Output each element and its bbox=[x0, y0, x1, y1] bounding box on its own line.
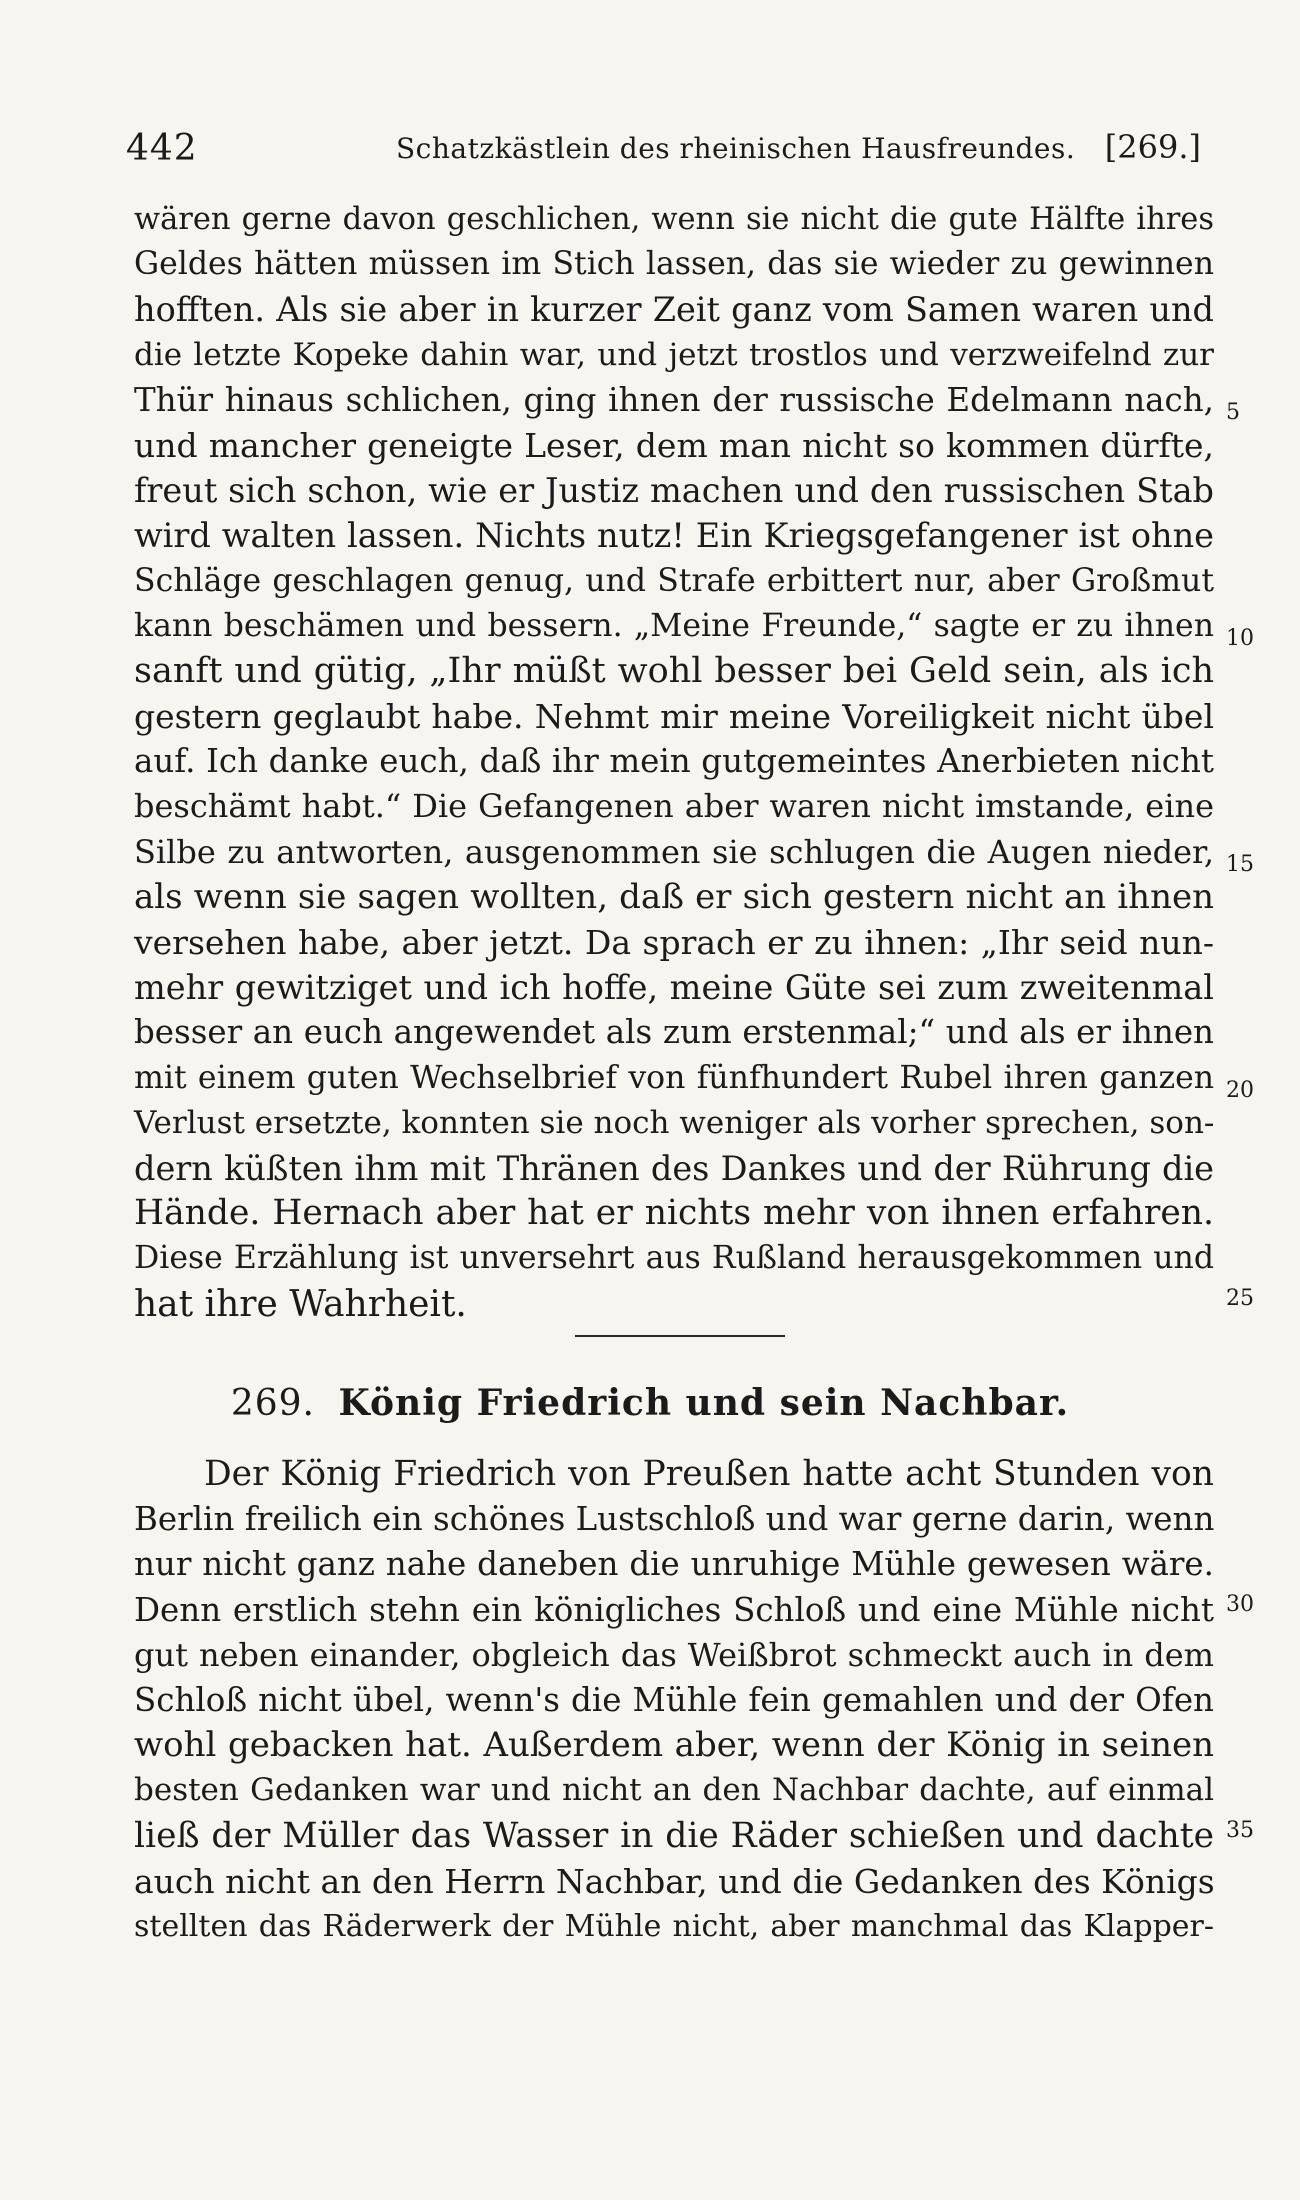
page-number: 442 bbox=[126, 128, 198, 169]
text-line: wird walten lassen. Nichts nutz! Ein Kriegsgefangener ist ohne bbox=[134, 516, 1214, 556]
text-line: die letzte Kopeke dahin war, und jetzt trostlos und verzweifelnd zur bbox=[134, 336, 1214, 373]
line-number: 20 bbox=[1226, 1078, 1254, 1103]
paragraph-continuation bbox=[134, 197, 1214, 1327]
text-line: freut sich schon, wie er Justiz machen und den russischen Stab bbox=[134, 471, 1214, 511]
text-line: Thür hinaus schlichen, ging ihnen der russische Edelmann nach, bbox=[134, 380, 1214, 419]
paragraph-story bbox=[134, 1452, 1214, 1949]
running-title: Schatzkästlein des rheinischen Hausfreundes. bbox=[396, 132, 1076, 165]
text-line: besten Gedanken war und nicht an den Nachbar dachte, auf einmal bbox=[134, 1772, 1214, 1809]
line-number: 30 bbox=[1226, 1592, 1254, 1617]
text-line: wohl gebacken hat. Außerdem aber, wenn der König in seinen bbox=[134, 1725, 1214, 1766]
text-line: dern küßten ihm mit Thränen des Dankes und der Rührung die bbox=[134, 1148, 1214, 1188]
text-line: Schläge geschlagen genug, und Strafe erbittert nur, aber Großmut bbox=[134, 562, 1214, 599]
text-line: kann beschämen und bessern. „Meine Freunde,“ sagte er zu ihnen bbox=[134, 607, 1214, 644]
text-line: auf. Ich danke euch, daß ihr mein gutgemeintes Anerbieten nicht bbox=[134, 742, 1214, 781]
line-number: 15 bbox=[1226, 852, 1254, 877]
section-number: 269. bbox=[230, 1383, 315, 1424]
text-line: beschämt habt.“ Die Gefangenen aber waren nicht imstande, eine bbox=[134, 787, 1214, 826]
text-line: Verlust ersetzte, konnten sie noch weniger als vorher sprechen, son- bbox=[134, 1104, 1215, 1141]
text-line: mit einem guten Wechselbrief von fünfhundert Rubel ihren ganzen bbox=[134, 1059, 1214, 1096]
text-line: stellten das Räderwerk der Mühle nicht, aber manchmal das Klapper- bbox=[134, 1908, 1214, 1944]
line-number: 5 bbox=[1226, 400, 1240, 425]
text-line: Geldes hätten müssen im Stich lassen, das sie wieder zu gewinnen bbox=[134, 246, 1214, 283]
text-line: Denn erstlich stehn ein königliches Schloß und eine Mühle nicht bbox=[134, 1590, 1214, 1629]
running-head bbox=[126, 128, 1201, 178]
section-title: König Friedrich und sein Nachbar. bbox=[338, 1382, 1070, 1424]
text-line: ließ der Müller das Wasser in die Räder schießen und dachte bbox=[134, 1815, 1214, 1856]
line-number: 25 bbox=[1226, 1286, 1254, 1311]
text-line: Diese Erzählung ist unversehrt aus Rußland herausgekommen und bbox=[134, 1240, 1214, 1277]
section-heading bbox=[0, 1382, 1300, 1424]
text-line: als wenn sie sagen wollten, daß er sich gestern nicht an ihnen bbox=[134, 876, 1214, 917]
text-line: sanft und gütig, „Ihr müßt wohl besser bei Geld sein, als ich bbox=[134, 650, 1214, 691]
text-line: hofften. Als sie aber in kurzer Zeit ganz vom Samen waren und bbox=[134, 290, 1214, 330]
line-number: 10 bbox=[1226, 626, 1254, 651]
section-reference: [269.] bbox=[1104, 128, 1201, 166]
text-line: und mancher geneigte Leser, dem man nicht so kommen dürfte, bbox=[134, 425, 1214, 465]
text-line: Der König Friedrich von Preußen hatte acht Stunden von bbox=[204, 1454, 1214, 1494]
text-line: Silbe zu antworten, ausgenommen sie schlugen die Augen nieder, bbox=[134, 832, 1214, 871]
text-line: Schloß nicht übel, wenn's die Mühle fein gemahlen und der Ofen bbox=[134, 1680, 1214, 1719]
text-line: nur nicht ganz nahe daneben die unruhige Mühle gewesen wäre. bbox=[134, 1545, 1214, 1584]
text-line: wären gerne davon geschlichen, wenn sie nicht die gute Hälfte ihres bbox=[134, 202, 1214, 237]
text-line: versehen habe, aber jetzt. Da sprach er zu ihnen: „Ihr seid nun- bbox=[134, 923, 1214, 962]
line-number: 35 bbox=[1226, 1818, 1254, 1843]
text-line: mehr gewitziget und ich hoffe, meine Güte sei zum zweitenmal bbox=[134, 968, 1214, 1008]
text-line: gestern geglaubt habe. Nehmt mir meine Voreiligkeit nicht übel bbox=[134, 697, 1214, 737]
text-line: hat ihre Wahrheit. bbox=[134, 1283, 467, 1325]
section-divider bbox=[575, 1335, 785, 1337]
text-line: Hände. Hernach aber hat er nichts mehr von ihnen erfahren. bbox=[134, 1193, 1214, 1234]
text-line: Berlin freilich ein schönes Lustschloß und war gerne darin, wenn bbox=[134, 1500, 1215, 1539]
text-line: auch nicht an den Herrn Nachbar, und die Gedanken des Königs bbox=[134, 1861, 1215, 1901]
text-line: besser an euch angewendet als zum erstenmal;“ und als er ihnen bbox=[134, 1013, 1214, 1052]
text-line: gut neben einander, obgleich das Weißbrot schmeckt auch in dem bbox=[134, 1635, 1214, 1674]
